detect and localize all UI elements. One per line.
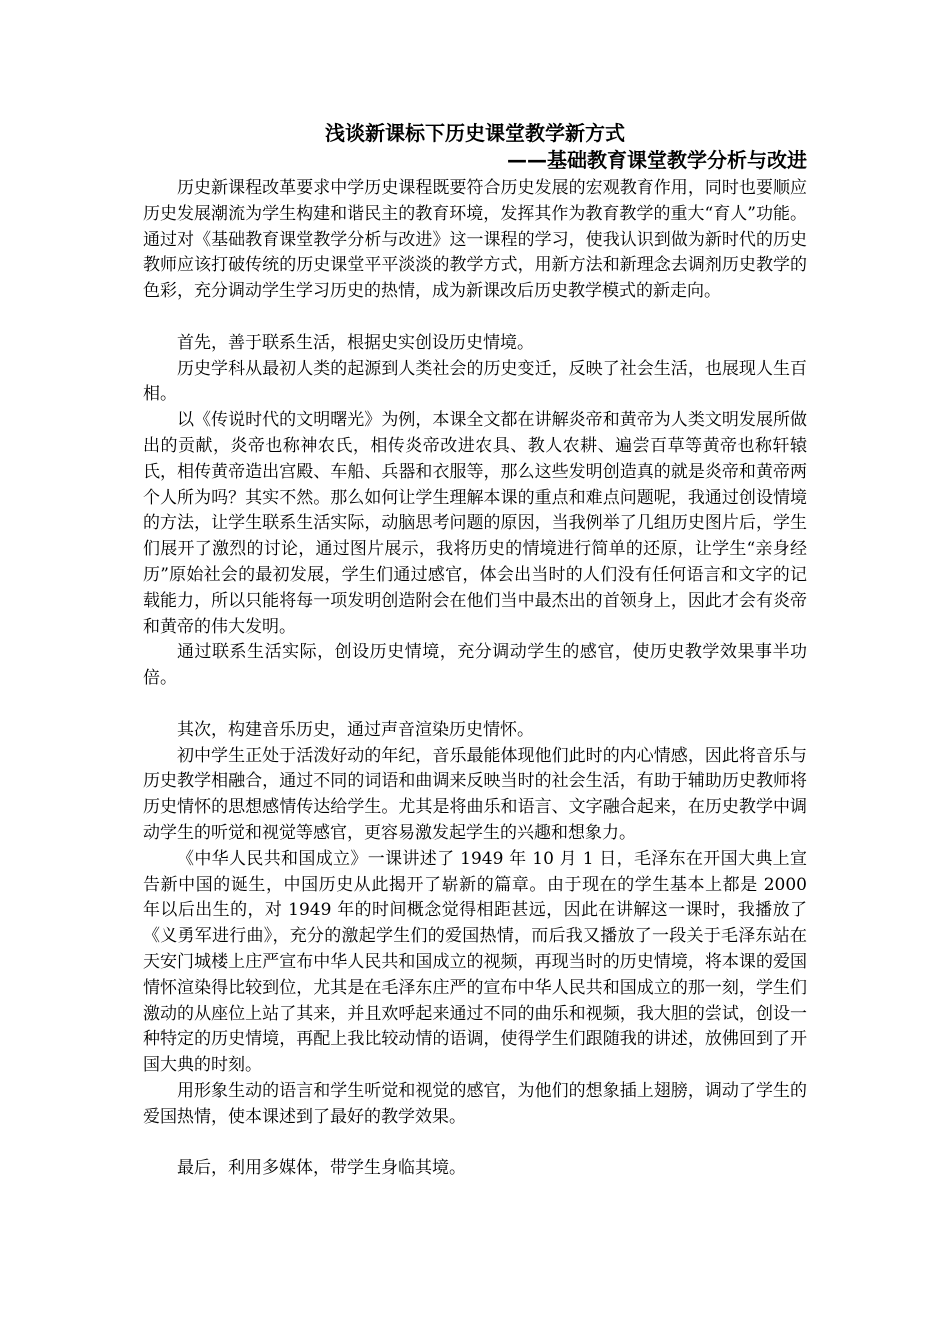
document-body [143, 176, 807, 1182]
paragraph: 通过联系生活实际，创设历史情境，充分调动学生的感官，使历史教学效果事半功倍。 [143, 642, 807, 689]
paragraph-spacer [143, 692, 807, 718]
document-title: 浅谈新课标下历史课堂教学新方式 [325, 121, 625, 145]
paragraph-intro: 历史新课程改革要求中学历史课程既要符合历史发展的宏观教育作用，同时也要顺应历史发展潮流为学生构建和谐民主的教育环境，发挥其作为教育教学的重大“育人”功能。通过对《基础教育课堂教学分析与改进》这一课程的学习，使我认识到做为新时代的历史教师应该打破传统的历史课堂平平淡淡的教学方式，用新方法和新理念去调剂历史教学的色彩，充分调动学生学习历史的热情，成为新课改后历史教学模式的新走向。 [143, 178, 807, 302]
paragraph: 历史学科从最初人类的起源到人类社会的历史变迁，反映了社会生活，也展现人生百相。 [143, 358, 807, 405]
document-subtitle: ——基础教育课堂教学分析与改进 [507, 148, 807, 172]
paragraph: 初中学生正处于活泼好动的年纪，音乐最能体现他们此时的内心情感，因此将音乐与历史教学相融合，通过不同的词语和曲调来反映当时的社会生活，有助于辅助历史教师将历史情怀的思想感情传达给学生。尤其是将曲乐和语言、文字融合起来，在历史教学中调动学生的听觉和视觉等感官，更容易激发起学生的兴趣和想象力。 [143, 745, 807, 843]
paragraph-spacer [143, 305, 807, 331]
paragraph-heading-second: 其次，构建音乐历史，通过声音渲染历史情怀。 [177, 719, 534, 740]
paragraph: 《中华人民共和国成立》一课讲述了 1949 年 10 月 1 日，毛泽东在开国大典上宣告新中国的诞生，中国历史从此揭开了崭新的篇章。由于现在的学生基本上都是 2000 年以后出生的，对 1949 年的时间概念觉得相距甚远，因此在讲解这一课时，我播放了《义勇军进行曲》，充分的激起学生们的爱国热情，而后我又播放了一段关于毛泽东站在天安门城楼上庄严宣布中华人民共和国成立的视频，再现当时的历史情境，将本课的爱国情怀渲染得比较到位，尤其是在毛泽东庄严的宣布中华人民共和国成立的那一刻，学生们激动的从座位上站了其来，并且欢呼起来通过不同的曲乐和视频，我大胆的尝试，创设一种特定的历史情境，再配上我比较动情的语调，使得学生们跟随我的讲述，放佛回到了开国大典的时刻。 [143, 848, 807, 1076]
paragraph: 以《传说时代的文明曙光》为例，本课全文都在讲解炎帝和黄帝为人类文明发展所做出的贡献，炎帝也称神农氏，相传炎帝改进农具、教人农耕、遍尝百草等黄帝也称轩辕氏，相传黄帝造出宫殿、车船、兵器和衣服等，那么这些发明创造真的就是炎帝和黄帝两个人所为吗？其实不然。那么如何让学生理解本课的重点和难点问题呢，我通过创设情境的方法，让学生联系生活实际，动脑思考问题的原因，当我例举了几组历史图片后，学生们展开了激烈的讨论，通过图片展示，我将历史的情境进行简单的还原，让学生“亲身经历”原始社会的最初发展，学生们通过感官，体会出当时的人们没有任何语言和文字的记载能力，所以只能将每一项发明创造附会在他们当中最杰出的首领身上，因此才会有炎帝和黄帝的伟大发明。 [143, 410, 807, 637]
paragraph-heading-first: 首先，善于联系生活，根据史实创设历史情境。 [177, 332, 534, 353]
paragraph: 用形象生动的语言和学生听觉和视觉的感官，为他们的想象插上翅膀，调动了学生的爱国热情，使本课述到了最好的教学效果。 [143, 1080, 807, 1127]
paragraph-spacer [143, 1130, 807, 1156]
paragraph-heading-last: 最后，利用多媒体，带学生身临其境。 [177, 1158, 466, 1179]
